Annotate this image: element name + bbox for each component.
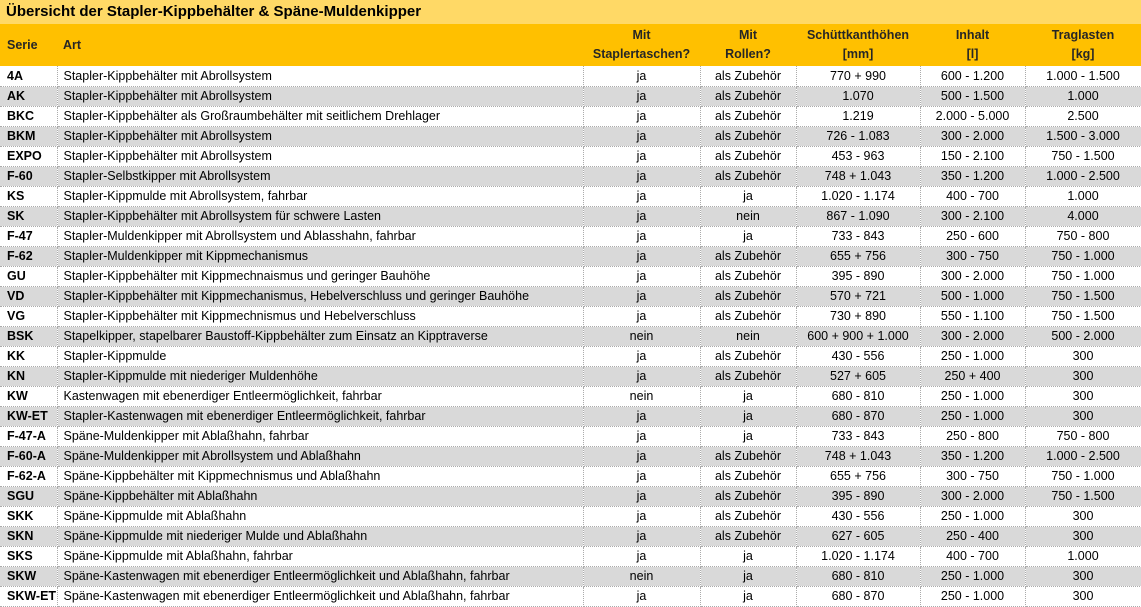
column-header-schuettkanthoehen-line2: [mm]	[842, 47, 874, 61]
cell-schuettkanthoehen: 726 - 1.083	[796, 126, 920, 146]
column-header-staplertaschen	[583, 24, 700, 66]
cell-art: Stapler-Kippbehälter mit Abrollsystem	[57, 146, 583, 166]
table-row	[0, 226, 1141, 246]
cell-serie: F-62	[0, 246, 57, 266]
cell-art: Späne-Kastenwagen mit ebenerdiger Entleermöglichkeit und Ablaßhahn, fahrbar	[57, 566, 583, 586]
table-row	[0, 526, 1141, 546]
cell-traglasten: 750 - 1.500	[1025, 306, 1141, 326]
column-header-traglasten	[1025, 24, 1141, 66]
cell-art: Stapler-Selbstkipper mit Abrollsystem	[57, 166, 583, 186]
cell-rollen: als Zubehör	[700, 166, 796, 186]
table-row	[0, 246, 1141, 266]
cell-art: Späne-Kippmulde mit Ablaßhahn, fahrbar	[57, 546, 583, 566]
cell-art: Späne-Kippbehälter mit Ablaßhahn	[57, 486, 583, 506]
cell-art: Späne-Kippmulde mit niederiger Mulde und Ablaßhahn	[57, 526, 583, 546]
table-row	[0, 166, 1141, 186]
table-row	[0, 186, 1141, 206]
cell-rollen: ja	[700, 566, 796, 586]
cell-inhalt: 250 - 1.000	[920, 346, 1025, 366]
cell-staplertaschen: ja	[583, 406, 700, 426]
cell-schuettkanthoehen: 600 + 900 + 1.000	[796, 326, 920, 346]
cell-staplertaschen: ja	[583, 106, 700, 126]
cell-art: Stapler-Kippbehälter mit Abrollsystem	[57, 66, 583, 86]
cell-inhalt: 250 - 1.000	[920, 566, 1025, 586]
cell-traglasten: 300	[1025, 526, 1141, 546]
table-row	[0, 566, 1141, 586]
cell-traglasten: 1.000	[1025, 186, 1141, 206]
column-header-serie-label: Serie	[7, 38, 38, 52]
cell-schuettkanthoehen: 395 - 890	[796, 486, 920, 506]
cell-art: Stapler-Kastenwagen mit ebenerdiger Entleermöglichkeit, fahrbar	[57, 406, 583, 426]
cell-art: Stapler-Muldenkipper mit Kippmechanismus	[57, 246, 583, 266]
cell-art: Kastenwagen mit ebenerdiger Entleermöglichkeit, fahrbar	[57, 386, 583, 406]
cell-traglasten: 750 - 800	[1025, 426, 1141, 446]
cell-schuettkanthoehen: 680 - 870	[796, 406, 920, 426]
table-row	[0, 206, 1141, 226]
cell-rollen: als Zubehör	[700, 146, 796, 166]
table-header	[0, 24, 1141, 66]
cell-traglasten: 300	[1025, 386, 1141, 406]
header-row	[0, 24, 1141, 66]
cell-staplertaschen: ja	[583, 186, 700, 206]
cell-rollen: ja	[700, 426, 796, 446]
cell-schuettkanthoehen: 655 + 756	[796, 466, 920, 486]
cell-staplertaschen: ja	[583, 206, 700, 226]
cell-traglasten: 4.000	[1025, 206, 1141, 226]
cell-traglasten: 750 - 1.500	[1025, 146, 1141, 166]
cell-rollen: als Zubehör	[700, 126, 796, 146]
cell-rollen: als Zubehör	[700, 366, 796, 386]
cell-art: Späne-Muldenkipper mit Ablaßhahn, fahrbar	[57, 426, 583, 446]
table-row	[0, 346, 1141, 366]
cell-staplertaschen: nein	[583, 386, 700, 406]
column-header-inhalt-line1: Inhalt	[955, 28, 990, 43]
cell-staplertaschen: ja	[583, 266, 700, 286]
column-header-rollen-line2: Rollen?	[725, 47, 771, 61]
cell-art: Späne-Kastenwagen mit ebenerdiger Entleermöglichkeit und Ablaßhahn, fahrbar	[57, 586, 583, 606]
table-row	[0, 106, 1141, 126]
column-header-inhalt-line2: [l]	[966, 47, 979, 61]
cell-schuettkanthoehen: 1.020 - 1.174	[796, 546, 920, 566]
cell-art: Stapler-Muldenkipper mit Abrollsystem und Ablasshahn, fahrbar	[57, 226, 583, 246]
cell-staplertaschen: ja	[583, 226, 700, 246]
cell-staplertaschen: nein	[583, 566, 700, 586]
cell-schuettkanthoehen: 748 + 1.043	[796, 446, 920, 466]
table-row	[0, 66, 1141, 86]
cell-serie: SKK	[0, 506, 57, 526]
cell-inhalt: 300 - 2.000	[920, 126, 1025, 146]
cell-rollen: ja	[700, 226, 796, 246]
cell-inhalt: 300 - 750	[920, 246, 1025, 266]
table-row	[0, 546, 1141, 566]
cell-serie: GU	[0, 266, 57, 286]
cell-schuettkanthoehen: 1.219	[796, 106, 920, 126]
cell-rollen: als Zubehör	[700, 86, 796, 106]
cell-traglasten: 300	[1025, 566, 1141, 586]
cell-staplertaschen: ja	[583, 126, 700, 146]
cell-inhalt: 400 - 700	[920, 546, 1025, 566]
cell-serie: KN	[0, 366, 57, 386]
column-header-schuettkanthoehen	[796, 24, 920, 66]
column-header-inhalt	[920, 24, 1025, 66]
cell-rollen: als Zubehör	[700, 246, 796, 266]
page-title: Übersicht der Stapler-Kippbehälter & Späne-Muldenkipper	[0, 0, 1141, 24]
cell-inhalt: 350 - 1.200	[920, 446, 1025, 466]
cell-inhalt: 500 - 1.000	[920, 286, 1025, 306]
cell-inhalt: 500 - 1.500	[920, 86, 1025, 106]
cell-serie: SKS	[0, 546, 57, 566]
column-header-traglasten-line2: [kg]	[1071, 47, 1095, 61]
column-header-traglasten-line1: Traglasten	[1051, 28, 1115, 43]
cell-serie: F-47	[0, 226, 57, 246]
cell-rollen: als Zubehör	[700, 66, 796, 86]
cell-art: Stapler-Kippbehälter als Großraumbehälter mit seitlichem Drehlager	[57, 106, 583, 126]
cell-rollen: als Zubehör	[700, 446, 796, 466]
cell-serie: KW	[0, 386, 57, 406]
cell-traglasten: 300	[1025, 366, 1141, 386]
cell-rollen: als Zubehör	[700, 346, 796, 366]
cell-rollen: als Zubehör	[700, 506, 796, 526]
cell-schuettkanthoehen: 680 - 810	[796, 386, 920, 406]
cell-rollen: als Zubehör	[700, 266, 796, 286]
cell-staplertaschen: ja	[583, 306, 700, 326]
column-header-rollen	[700, 24, 796, 66]
cell-staplertaschen: ja	[583, 546, 700, 566]
cell-traglasten: 750 - 1.500	[1025, 486, 1141, 506]
cell-staplertaschen: ja	[583, 506, 700, 526]
cell-inhalt: 250 - 1.000	[920, 586, 1025, 606]
cell-staplertaschen: ja	[583, 66, 700, 86]
cell-art: Stapelkipper, stapelbarer Baustoff-Kippbehälter zum Einsatz an Kipptraverse	[57, 326, 583, 346]
table-row	[0, 466, 1141, 486]
cell-schuettkanthoehen: 430 - 556	[796, 346, 920, 366]
cell-schuettkanthoehen: 570 + 721	[796, 286, 920, 306]
cell-art: Stapler-Kippbehälter mit Kippmechanismus, Hebelverschluss und geringer Bauhöhe	[57, 286, 583, 306]
cell-schuettkanthoehen: 680 - 870	[796, 586, 920, 606]
cell-art: Stapler-Kippbehälter mit Kippmechnismus und Hebelverschluss	[57, 306, 583, 326]
cell-serie: F-60-A	[0, 446, 57, 466]
cell-serie: VG	[0, 306, 57, 326]
cell-inhalt: 550 - 1.100	[920, 306, 1025, 326]
cell-inhalt: 250 + 400	[920, 366, 1025, 386]
cell-staplertaschen: ja	[583, 286, 700, 306]
cell-inhalt: 250 - 600	[920, 226, 1025, 246]
cell-schuettkanthoehen: 430 - 556	[796, 506, 920, 526]
cell-inhalt: 250 - 1.000	[920, 506, 1025, 526]
cell-staplertaschen: ja	[583, 426, 700, 446]
cell-rollen: ja	[700, 186, 796, 206]
cell-serie: F-47-A	[0, 426, 57, 446]
cell-traglasten: 500 - 2.000	[1025, 326, 1141, 346]
column-header-rollen-line1: Mit	[738, 28, 758, 43]
table-row	[0, 446, 1141, 466]
cell-traglasten: 1.000	[1025, 86, 1141, 106]
cell-staplertaschen: ja	[583, 366, 700, 386]
cell-schuettkanthoehen: 748 + 1.043	[796, 166, 920, 186]
cell-traglasten: 1.000 - 2.500	[1025, 446, 1141, 466]
cell-staplertaschen: ja	[583, 486, 700, 506]
cell-traglasten: 1.500 - 3.000	[1025, 126, 1141, 146]
cell-staplertaschen: ja	[583, 346, 700, 366]
cell-inhalt: 300 - 2.000	[920, 266, 1025, 286]
cell-schuettkanthoehen: 867 - 1.090	[796, 206, 920, 226]
cell-serie: KS	[0, 186, 57, 206]
cell-staplertaschen: ja	[583, 526, 700, 546]
cell-inhalt: 300 - 2.000	[920, 486, 1025, 506]
cell-art: Stapler-Kippbehälter mit Abrollsystem	[57, 126, 583, 146]
cell-inhalt: 300 - 2.000	[920, 326, 1025, 346]
cell-art: Stapler-Kippmulde mit Abrollsystem, fahrbar	[57, 186, 583, 206]
table-row	[0, 426, 1141, 446]
cell-serie: SKN	[0, 526, 57, 546]
column-header-staplertaschen-line1: Mit	[632, 28, 651, 43]
cell-rollen: ja	[700, 386, 796, 406]
cell-art: Stapler-Kippbehälter mit Abrollsystem	[57, 86, 583, 106]
cell-staplertaschen: ja	[583, 146, 700, 166]
table-row	[0, 146, 1141, 166]
cell-traglasten: 750 - 1.500	[1025, 286, 1141, 306]
cell-art: Stapler-Kippmulde	[57, 346, 583, 366]
cell-schuettkanthoehen: 1.070	[796, 86, 920, 106]
cell-staplertaschen: nein	[583, 326, 700, 346]
cell-inhalt: 250 - 1.000	[920, 386, 1025, 406]
table-row	[0, 326, 1141, 346]
cell-inhalt: 300 - 750	[920, 466, 1025, 486]
cell-art: Stapler-Kippmulde mit niederiger Muldenhöhe	[57, 366, 583, 386]
cell-traglasten: 750 - 1.000	[1025, 246, 1141, 266]
cell-schuettkanthoehen: 730 + 890	[796, 306, 920, 326]
cell-traglasten: 300	[1025, 506, 1141, 526]
table-row	[0, 306, 1141, 326]
column-header-art	[57, 24, 583, 66]
table-row	[0, 86, 1141, 106]
column-header-art-label: Art	[63, 38, 82, 52]
cell-staplertaschen: ja	[583, 86, 700, 106]
cell-staplertaschen: ja	[583, 446, 700, 466]
cell-art: Späne-Kippbehälter mit Kippmechnismus und Ablaßhahn	[57, 466, 583, 486]
cell-art: Stapler-Kippbehälter mit Kippmechnaismus und geringer Bauhöhe	[57, 266, 583, 286]
table-row	[0, 486, 1141, 506]
cell-inhalt: 250 - 800	[920, 426, 1025, 446]
cell-schuettkanthoehen: 453 - 963	[796, 146, 920, 166]
table-row	[0, 586, 1141, 606]
cell-traglasten: 2.500	[1025, 106, 1141, 126]
cell-serie: 4A	[0, 66, 57, 86]
cell-art: Späne-Kippmulde mit Ablaßhahn	[57, 506, 583, 526]
column-header-serie	[0, 24, 57, 66]
cell-serie: SK	[0, 206, 57, 226]
spec-table	[0, 24, 1141, 607]
cell-serie: F-60	[0, 166, 57, 186]
cell-traglasten: 300	[1025, 346, 1141, 366]
cell-inhalt: 400 - 700	[920, 186, 1025, 206]
cell-serie: VD	[0, 286, 57, 306]
cell-inhalt: 150 - 2.100	[920, 146, 1025, 166]
cell-inhalt: 600 - 1.200	[920, 66, 1025, 86]
cell-staplertaschen: ja	[583, 466, 700, 486]
cell-staplertaschen: ja	[583, 246, 700, 266]
table-row	[0, 386, 1141, 406]
table-body	[0, 66, 1141, 606]
table-row	[0, 286, 1141, 306]
cell-rollen: nein	[700, 206, 796, 226]
cell-rollen: als Zubehör	[700, 106, 796, 126]
cell-traglasten: 750 - 800	[1025, 226, 1141, 246]
cell-schuettkanthoehen: 770 + 990	[796, 66, 920, 86]
cell-rollen: als Zubehör	[700, 306, 796, 326]
cell-serie: KW-ET	[0, 406, 57, 426]
cell-inhalt: 2.000 - 5.000	[920, 106, 1025, 126]
table-row	[0, 266, 1141, 286]
cell-serie: F-62-A	[0, 466, 57, 486]
cell-inhalt: 350 - 1.200	[920, 166, 1025, 186]
cell-rollen: als Zubehör	[700, 466, 796, 486]
cell-schuettkanthoehen: 395 - 890	[796, 266, 920, 286]
cell-art: Späne-Muldenkipper mit Abrollsystem und Ablaßhahn	[57, 446, 583, 466]
cell-rollen: ja	[700, 546, 796, 566]
cell-staplertaschen: ja	[583, 586, 700, 606]
cell-rollen: als Zubehör	[700, 286, 796, 306]
cell-rollen: ja	[700, 406, 796, 426]
cell-inhalt: 300 - 2.100	[920, 206, 1025, 226]
cell-traglasten: 1.000	[1025, 546, 1141, 566]
cell-traglasten: 300	[1025, 406, 1141, 426]
table-row	[0, 406, 1141, 426]
cell-serie: BSK	[0, 326, 57, 346]
cell-serie: SKW-ET	[0, 586, 57, 606]
cell-schuettkanthoehen: 733 - 843	[796, 426, 920, 446]
cell-rollen: nein	[700, 326, 796, 346]
cell-inhalt: 250 - 400	[920, 526, 1025, 546]
cell-schuettkanthoehen: 733 - 843	[796, 226, 920, 246]
cell-traglasten: 1.000 - 1.500	[1025, 66, 1141, 86]
cell-schuettkanthoehen: 527 + 605	[796, 366, 920, 386]
cell-traglasten: 750 - 1.000	[1025, 266, 1141, 286]
cell-schuettkanthoehen: 1.020 - 1.174	[796, 186, 920, 206]
cell-art: Stapler-Kippbehälter mit Abrollsystem für schwere Lasten	[57, 206, 583, 226]
cell-schuettkanthoehen: 627 - 605	[796, 526, 920, 546]
table-row	[0, 506, 1141, 526]
cell-rollen: als Zubehör	[700, 486, 796, 506]
table-row	[0, 126, 1141, 146]
cell-serie: KK	[0, 346, 57, 366]
cell-traglasten: 300	[1025, 586, 1141, 606]
cell-traglasten: 750 - 1.000	[1025, 466, 1141, 486]
table-row	[0, 366, 1141, 386]
cell-traglasten: 1.000 - 2.500	[1025, 166, 1141, 186]
cell-serie: BKM	[0, 126, 57, 146]
cell-schuettkanthoehen: 655 + 756	[796, 246, 920, 266]
cell-serie: SGU	[0, 486, 57, 506]
cell-rollen: als Zubehör	[700, 526, 796, 546]
column-header-schuettkanthoehen-line1: Schüttkanthöhen	[806, 28, 910, 43]
cell-serie: EXPO	[0, 146, 57, 166]
cell-serie: AK	[0, 86, 57, 106]
column-header-staplertaschen-line2: Staplertaschen?	[592, 47, 691, 61]
cell-serie: SKW	[0, 566, 57, 586]
cell-schuettkanthoehen: 680 - 810	[796, 566, 920, 586]
cell-inhalt: 250 - 1.000	[920, 406, 1025, 426]
cell-rollen: ja	[700, 586, 796, 606]
cell-serie: BKC	[0, 106, 57, 126]
cell-staplertaschen: ja	[583, 166, 700, 186]
